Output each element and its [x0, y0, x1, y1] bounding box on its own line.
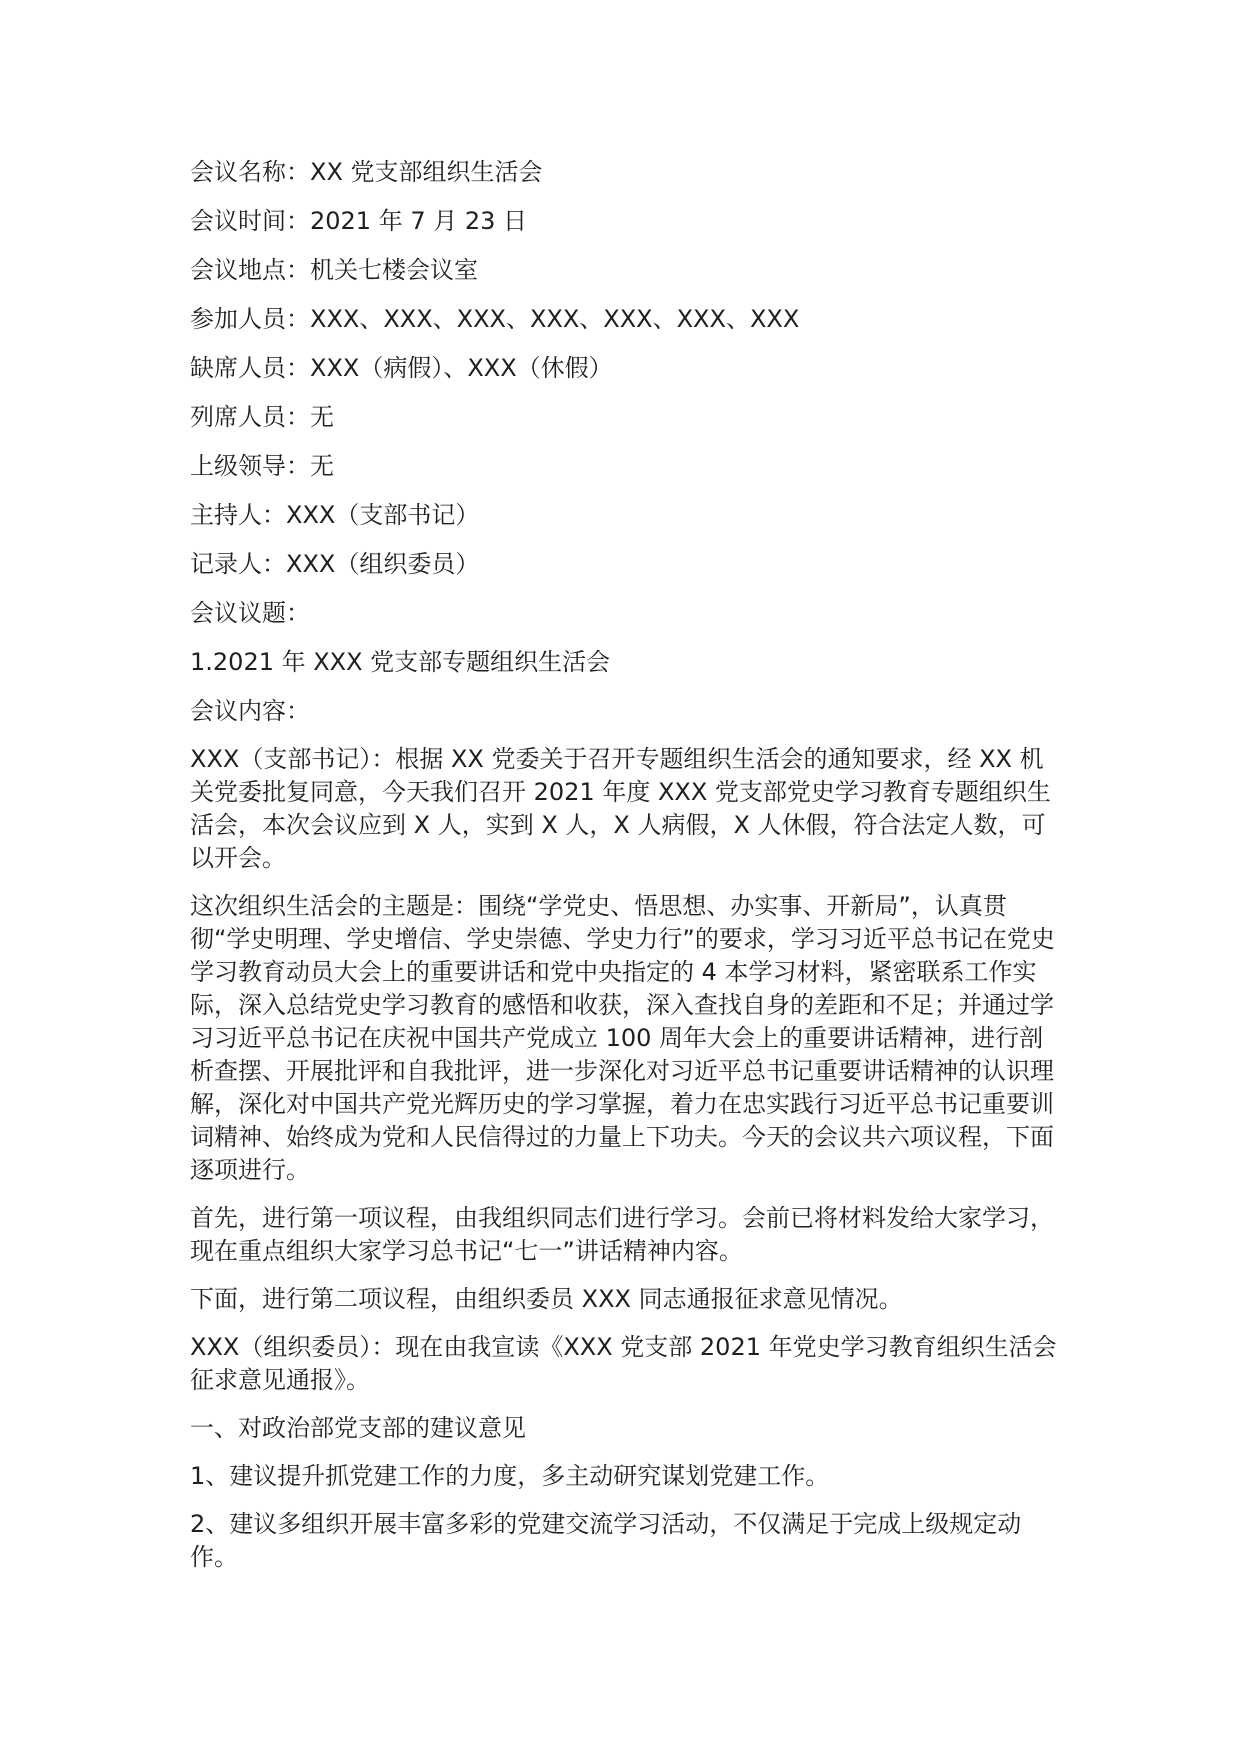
superior-leaders-line: 上级领导：无 [190, 452, 334, 480]
observers-line: 列席人员：无 [190, 403, 334, 431]
content-heading: 会议内容： [190, 697, 310, 725]
theme-paragraph: 这次组织生活会的主题是：围绕“学党史、悟思想、办实事、开新局”，认真贯彻“学史明理、学史增信、学史崇德、学史力行”的要求，学习习近平总书记在党史学习教育动员大会上的重要讲话和党中央指定的 4 本学习材料，紧密联系工作实际，深入总结党史学习教育的感悟和收获，深入查找自身的差距和不足；并通过学习习近平总书记在庆祝中国共产党成立 100 周年大会上的重要讲话精神，进行剖析查摆、开展批评和自我批评，进一步深化对习近平总书记重要讲话精神的认识理解，深化对中国共产党光辉历史的学习掌握，着力在忠实践行习近平总书记重要训词精神、始终成为党和人民信得过的力量上下功夫。今天的会议共六项议程，下面逐项进行。 [190, 892, 1055, 1184]
report-intro-paragraph: XXX（组织委员）：现在由我宣读《XXX 党支部 2021 年党史学习教育组织生活会征求意见通报》。 [190, 1333, 1057, 1394]
agenda-heading: 会议议题： [190, 599, 310, 627]
suggestion-2: 2、建议多组织开展丰富多彩的党建交流学习活动，不仅满足于完成上级规定动作。 [190, 1510, 1022, 1571]
recorder-line: 记录人：XXX（组织委员） [190, 550, 480, 578]
attendees-line: 参加人员：XXX、XXX、XXX、XXX、XXX、XXX、XXX [190, 305, 800, 333]
meeting-name-line: 会议名称：XX 党支部组织生活会 [190, 158, 543, 186]
suggestion-1: 1、建议提升抓党建工作的力度，多主动研究谋划党建工作。 [190, 1462, 830, 1490]
opening-paragraph: XXX（支部书记）：根据 XX 党委关于召开专题组织生活会的通知要求，经 XX 机关党委批复同意，今天我们召开 2021 年度 XXX 党支部党史学习教育专题组织生活会，本次会议应到 X 人，实到 X 人，X 人病假，X 人休假，符合法定人数，可以开会。 [190, 745, 1051, 872]
first-agenda-paragraph: 首先，进行第一项议程，由我组织同志们进行学习。会前已将材料发给大家学习，现在重点组织大家学习总书记“七一”讲话精神内容。 [190, 1204, 1054, 1265]
agenda-item: 1.2021 年 XXX 党支部专题组织生活会 [190, 648, 611, 676]
second-agenda-paragraph: 下面，进行第二项议程，由组织委员 XXX 同志通报征求意见情况。 [190, 1285, 903, 1313]
section-heading: 一、对政治部党支部的建议意见 [190, 1414, 526, 1442]
document-page [190, 155, 1060, 1589]
absentees-line: 缺席人员：XXX（病假）、XXX（休假） [190, 354, 613, 382]
host-line: 主持人：XXX（支部书记） [190, 501, 480, 529]
meeting-time-line: 会议时间：2021 年 7 月 23 日 [190, 207, 528, 235]
meeting-location-line: 会议地点：机关七楼会议室 [190, 256, 478, 284]
